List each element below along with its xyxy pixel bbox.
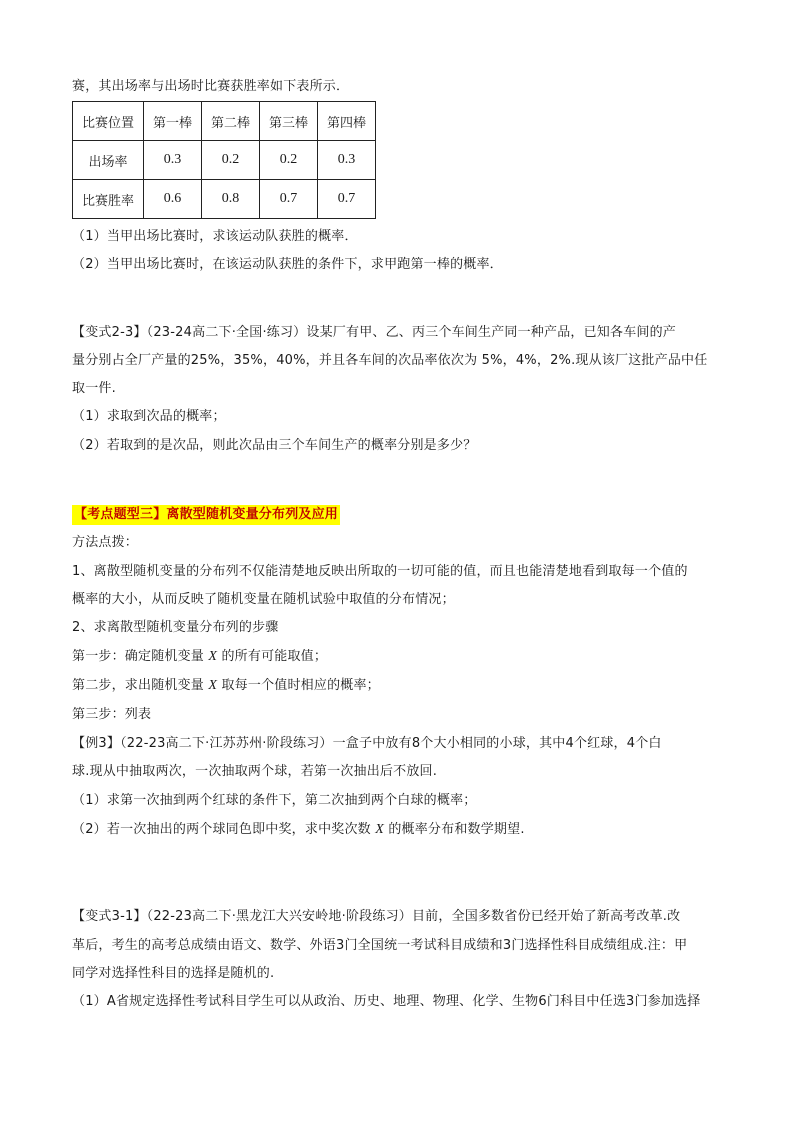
example-3-q2-text-rest: 的概率分布和数学期望. (388, 822, 525, 837)
method-point-1-line2: 概率的大小，从而反映了随机变量在随机试验中取值的分布情况； (72, 592, 455, 607)
variant-label: 【变式2-3】 (72, 325, 147, 340)
table-cell: 0.7 (260, 180, 318, 219)
variant-2-3-line2: 量分别占全厂产量的25%，35%，40%，并且各车间的次品率依次为 5%，4%，2%.现从该厂这批产品中任 (72, 353, 708, 368)
table-header-cell: 第一棒 (144, 102, 202, 141)
variant-2-3-q1: （1）求取到次品的概率； (72, 409, 226, 424)
method-label: 方法点拨： (72, 535, 139, 550)
variant-label: 【变式3-1】 (72, 909, 147, 924)
table-header-row (73, 102, 376, 141)
example-3-line1 (72, 734, 662, 754)
step-3: 第三步：列表 (72, 707, 152, 722)
method-point-2: 2、求离散型随机变量分布列的步骤 (72, 620, 279, 635)
variant-2-3-line3: 取一件. (72, 381, 116, 396)
variant-text: 设某厂有甲、乙、丙三个车间生产同一种产品，已知各车间的产 (306, 325, 676, 340)
table-header-cell: 第四棒 (318, 102, 376, 141)
variant-3-1-q1: （1）A省规定选择性考试科目学生可以从政治、历史、地理、物理、化学、生物6门科目中任选3门参加选择 (72, 994, 701, 1009)
table-cell: 0.2 (260, 141, 318, 180)
intro-line: 赛，其出场率与出场时比赛获胜率如下表所示． (72, 79, 350, 94)
table-cell: 出场率 (73, 141, 144, 180)
table-cell: 0.2 (202, 141, 260, 180)
variant-3-1-line3: 同学对选择性科目的选择是随机的. (72, 966, 275, 981)
table-cell: 0.7 (318, 180, 376, 219)
table-row (73, 180, 376, 219)
variant-3-1-line1 (72, 907, 680, 927)
step-1-text: 第一步：确定随机变量 (72, 649, 205, 664)
example-3-q1: （1）求第一次抽到两个红球的条件下，第二次抽到两个白球的概率； (72, 793, 477, 808)
step-2-text-rest: 取每一个值时相应的概率； (221, 678, 380, 693)
table-cell: 0.8 (202, 180, 260, 219)
step-2-text: 第二步，求出随机变量 (72, 678, 205, 693)
question-2: （2）当甲出场比赛时，在该运动队获胜的条件下，求甲跑第一棒的概率． (72, 257, 503, 272)
example-text: （22-23高二下·江苏苏州·阶段练习）一盒子中放有8个大小相同的小球，其中4个红球，4个白 (120, 736, 662, 751)
variable-x: X (375, 822, 384, 837)
example-3-line2: 球.现从中抽取两次，一次抽取两个球，若第一次抽出后不放回. (72, 764, 438, 779)
table-header-cell: 第三棒 (260, 102, 318, 141)
step-1 (72, 647, 327, 667)
variable-x: X (208, 678, 218, 693)
variant-source: （23-24高二下·全国·练习） (146, 325, 307, 340)
table-cell: 比赛胜率 (73, 180, 144, 219)
table-header-cell: 第二棒 (202, 102, 260, 141)
table-cell: 0.6 (144, 180, 202, 219)
question-1: （1）当甲出场比赛时，求该运动队获胜的概率． (72, 229, 358, 244)
probability-table (72, 101, 376, 219)
variant-text: （22-23高二下·黑龙江大兴安岭地·阶段练习）目前，全国多数省份已经开始了新高考改革.改 (146, 909, 681, 924)
variant-3-1-line2: 革后，考生的高考总成绩由语文、数学、外语3门全国统一考试科目成绩和3门选择性科目成绩组成.注：甲 (72, 938, 688, 953)
example-3-q2 (72, 820, 525, 840)
table-row (73, 141, 376, 180)
section-title (72, 505, 340, 525)
method-point-1-line1: 1、离散型随机变量的分布列不仅能清楚地反映出所取的一切可能的值，而且也能清楚地看到取每一个值的 (72, 564, 688, 579)
variant-2-3-q2: （2）若取到的是次品，则此次品由三个车间生产的概率分别是多少？ (72, 438, 477, 453)
example-label: 【例3】 (72, 736, 121, 751)
variable-x: X (208, 649, 218, 664)
section-3-highlight-title: 【考点题型三】离散型随机变量分布列及应用 (72, 505, 340, 525)
step-1-text-rest: 的所有可能取值； (221, 649, 328, 664)
table-cell: 0.3 (318, 141, 376, 180)
table-header-cell: 比赛位置 (73, 102, 144, 141)
example-3-q2-text: （2）若一次抽出的两个球同色即中奖，求中奖次数 (72, 822, 371, 837)
step-2 (72, 676, 380, 696)
variant-2-3-line1 (72, 323, 676, 343)
table-cell: 0.3 (144, 141, 202, 180)
